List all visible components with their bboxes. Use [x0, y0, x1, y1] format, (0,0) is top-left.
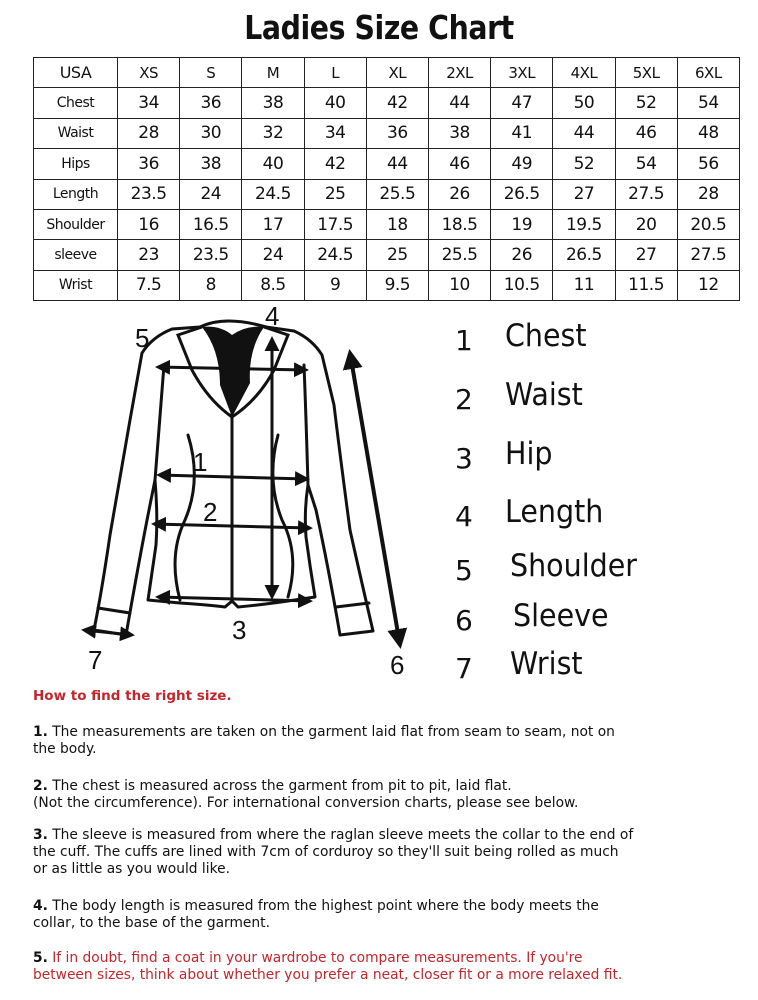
- table-cell: 25: [304, 179, 366, 209]
- table-cell: 26: [491, 240, 553, 270]
- row-label: Length: [34, 179, 118, 209]
- table-cell: 27.5: [677, 240, 739, 270]
- table-cell: 54: [615, 149, 677, 179]
- table-header-row: [34, 58, 740, 88]
- legend-number: 2: [455, 383, 473, 416]
- table-cell: 17: [242, 209, 304, 239]
- table-row: [34, 88, 740, 118]
- legend-label: Length: [505, 494, 604, 530]
- table-cell: 11: [553, 270, 615, 300]
- note-line: (Not the circumference). For international conversion charts, please see below.: [33, 795, 579, 811]
- legend-number: 5: [455, 554, 473, 587]
- table-cell: 41: [491, 118, 553, 148]
- row-label: sleeve: [34, 240, 118, 270]
- header-cell: 6XL: [677, 58, 739, 88]
- table-cell: 24.5: [304, 240, 366, 270]
- table-cell: 44: [553, 118, 615, 148]
- legend-number: 6: [455, 604, 473, 637]
- row-label: Wrist: [34, 270, 118, 300]
- table-cell: 12: [677, 270, 739, 300]
- header-cell: 5XL: [615, 58, 677, 88]
- table-cell: 25.5: [428, 240, 490, 270]
- note-number: 5.: [33, 950, 48, 966]
- table-cell: 24: [242, 240, 304, 270]
- legend-label: Waist: [505, 377, 583, 413]
- table-row: [34, 270, 740, 300]
- table-cell: 36: [180, 88, 242, 118]
- table-cell: 18: [366, 209, 428, 239]
- table-cell: 50: [553, 88, 615, 118]
- table-cell: 42: [366, 88, 428, 118]
- table-cell: 52: [553, 149, 615, 179]
- note-2: [33, 778, 723, 812]
- table-cell: 42: [304, 149, 366, 179]
- table-cell: 40: [304, 88, 366, 118]
- table-cell: 23.5: [180, 240, 242, 270]
- table-cell: 36: [118, 149, 180, 179]
- table-cell: 19: [491, 209, 553, 239]
- table-cell: 48: [677, 118, 739, 148]
- table-cell: 52: [615, 88, 677, 118]
- header-cell: L: [304, 58, 366, 88]
- note-line: The sleeve is measured from where the raglan sleeve meets the collar to the end of: [52, 827, 634, 843]
- note-number: 1.: [33, 724, 48, 740]
- jacket-diagram: [60, 301, 430, 690]
- marker-2: 2: [203, 497, 218, 527]
- marker-6: 6: [390, 650, 405, 680]
- table-cell: 26: [428, 179, 490, 209]
- table-row: [34, 149, 740, 179]
- table-cell: 56: [677, 149, 739, 179]
- note-1: [33, 724, 723, 758]
- note-line: The chest is measured across the garment from pit to pit, laid flat.: [52, 778, 512, 794]
- header-cell: 4XL: [553, 58, 615, 88]
- row-label: Shoulder: [34, 209, 118, 239]
- header-cell: XS: [118, 58, 180, 88]
- table-cell: 25: [366, 240, 428, 270]
- howto-heading: How to find the right size.: [33, 688, 232, 704]
- table-cell: 28: [677, 179, 739, 209]
- note-number: 3.: [33, 827, 48, 843]
- size-table: [33, 57, 740, 301]
- row-label: Hips: [34, 149, 118, 179]
- table-row: [34, 179, 740, 209]
- marker-3: 3: [232, 615, 247, 645]
- legend-label: Chest: [505, 318, 587, 354]
- note-4: [33, 898, 723, 932]
- note-line: or as little as you would like.: [33, 861, 230, 877]
- table-cell: 25.5: [366, 179, 428, 209]
- table-cell: 24: [180, 179, 242, 209]
- table-cell: 44: [428, 88, 490, 118]
- note-line: collar, to the base of the garment.: [33, 915, 270, 931]
- table-row: [34, 209, 740, 239]
- table-cell: 16: [118, 209, 180, 239]
- table-cell: 30: [180, 118, 242, 148]
- table-cell: 27: [615, 240, 677, 270]
- header-cell: 2XL: [428, 58, 490, 88]
- note-number: 2.: [33, 778, 48, 794]
- table-cell: 26.5: [491, 179, 553, 209]
- legend-number: 4: [455, 500, 473, 533]
- note-line: If in doubt, find a coat in your wardrobe to compare measurements. If you're: [52, 950, 583, 966]
- note-line: the body.: [33, 741, 97, 757]
- table-cell: 10.5: [491, 270, 553, 300]
- table-cell: 9.5: [366, 270, 428, 300]
- table-cell: 23.5: [118, 179, 180, 209]
- table-cell: 46: [428, 149, 490, 179]
- row-label: Chest: [34, 88, 118, 118]
- note-line: The measurements are taken on the garment laid flat from seam to seam, not on: [52, 724, 615, 740]
- note-line: The body length is measured from the highest point where the body meets the: [52, 898, 599, 914]
- table-cell: 9: [304, 270, 366, 300]
- row-label: Waist: [34, 118, 118, 148]
- table-cell: 27: [553, 179, 615, 209]
- table-cell: 26.5: [553, 240, 615, 270]
- table-cell: 24.5: [242, 179, 304, 209]
- table-cell: 32: [242, 118, 304, 148]
- header-cell: 3XL: [491, 58, 553, 88]
- page-title: Ladies Size Chart: [244, 8, 514, 47]
- marker-5: 5: [135, 323, 150, 353]
- table-cell: 34: [304, 118, 366, 148]
- table-cell: 44: [366, 149, 428, 179]
- table-cell: 46: [615, 118, 677, 148]
- table-cell: 36: [366, 118, 428, 148]
- legend-label: Shoulder: [510, 548, 638, 584]
- table-cell: 49: [491, 149, 553, 179]
- marker-7: 7: [88, 645, 103, 675]
- table-cell: 38: [428, 118, 490, 148]
- table-cell: 8.5: [242, 270, 304, 300]
- legend-label: Wrist: [510, 646, 583, 682]
- table-cell: 23: [118, 240, 180, 270]
- table-cell: 34: [118, 88, 180, 118]
- note-line: between sizes, think about whether you prefer a neat, closer fit or a more relaxed fit.: [33, 967, 623, 983]
- table-cell: 40: [242, 149, 304, 179]
- table-row: [34, 240, 740, 270]
- table-cell: 11.5: [615, 270, 677, 300]
- legend-label: Sleeve: [513, 598, 609, 634]
- marker-4: 4: [265, 301, 280, 331]
- table-cell: 8: [180, 270, 242, 300]
- table-cell: 16.5: [180, 209, 242, 239]
- note-3: [33, 827, 723, 878]
- marker-1: 1: [193, 447, 208, 477]
- table-cell: 54: [677, 88, 739, 118]
- table-cell: 38: [180, 149, 242, 179]
- legend-number: 1: [455, 324, 473, 357]
- table-cell: 7.5: [118, 270, 180, 300]
- legend-label: Hip: [505, 436, 553, 472]
- header-cell: M: [242, 58, 304, 88]
- note-5: [33, 950, 723, 984]
- table-cell: 28: [118, 118, 180, 148]
- note-number: 4.: [33, 898, 48, 914]
- header-cell: XL: [366, 58, 428, 88]
- table-cell: 10: [428, 270, 490, 300]
- table-cell: 47: [491, 88, 553, 118]
- header-cell: S: [180, 58, 242, 88]
- table-cell: 27.5: [615, 179, 677, 209]
- table-row: [34, 118, 740, 148]
- table-cell: 18.5: [428, 209, 490, 239]
- table-cell: 17.5: [304, 209, 366, 239]
- table-cell: 19.5: [553, 209, 615, 239]
- legend-number: 3: [455, 442, 473, 475]
- table-cell: 20.5: [677, 209, 739, 239]
- table-cell: 20: [615, 209, 677, 239]
- legend-number: 7: [455, 652, 473, 685]
- note-line: the cuff. The cuffs are lined with 7cm of corduroy so they'll suit being rolled as much: [33, 844, 619, 860]
- header-cell: USA: [34, 58, 118, 88]
- table-cell: 38: [242, 88, 304, 118]
